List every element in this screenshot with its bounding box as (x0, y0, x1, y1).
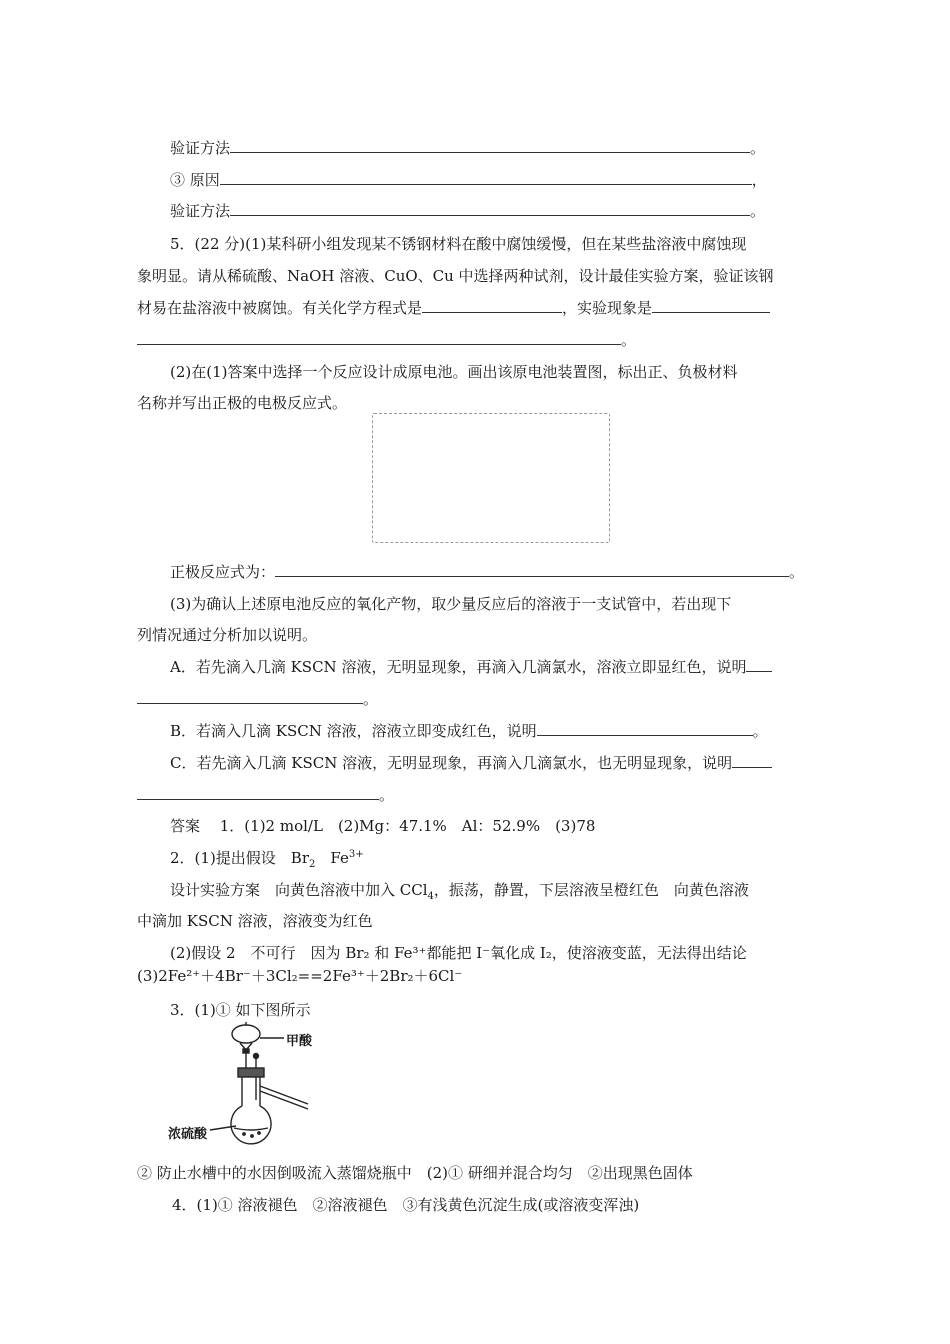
q5-line-4: 。 (137, 330, 636, 350)
answer-blank[interactable] (220, 170, 752, 185)
q5-p3-line-2: 列情况通过分析加以说明。 (137, 626, 318, 644)
option-a-line-2: 。 (137, 689, 378, 709)
q5-p2-line-2: 名称并写出正极的电极反应式。 (137, 394, 348, 412)
option-c-line-2: 。 (137, 785, 394, 805)
q5-p2-line-1: (2)在(1)答案中选择一个反应设计成原电池。画出该原电池装置图，标出正、负极材料 (170, 363, 738, 381)
answer-blank[interactable] (230, 201, 750, 216)
equation-blank[interactable] (422, 298, 562, 313)
verify-method-line-1: 验证方法 。 (170, 139, 766, 157)
q5-line-1: 5．(22 分)(1)某科研小组发现某不锈钢材料在酸中腐蚀缓慢，但在某些盐溶液中腐蚀现 (170, 235, 747, 253)
drawing-box[interactable] (372, 413, 610, 543)
verify-method-line-3: 验证方法 。 (170, 202, 766, 220)
answer-2-part-2: (2)假设 2 不可行 因为 Br₂ 和 Fe³⁺都能把 I⁻氧化成 I₂，使溶液变蓝，无法得出结论 (170, 944, 747, 962)
electrode-reaction-blank[interactable] (275, 562, 789, 577)
answer-1: 答案 1．(1)2 mol/L (2)Mg：47.1% Al：52.9% (3)78 (170, 817, 596, 835)
option-a-blank[interactable] (746, 657, 772, 672)
option-c-line-1: C．若先滴入几滴 KSCN 溶液，无明显现象，再滴入几滴氯水，也无明显现象，说明 (170, 753, 772, 773)
answer-blank[interactable] (230, 138, 750, 153)
positive-electrode-line: 正极反应式为： 。 (170, 563, 805, 581)
reason-3-line: ③ 原因 ， (170, 171, 767, 189)
answer-2-head: 2．(1)提出假设 $Br_2$ $Fe^{3+}$ (170, 849, 364, 870)
answer-3-line-2: ② 防止水槽中的水因倒吸流入蒸馏烧瓶中 (2)① 研细并混合均匀 ②出现黑色固体 (137, 1164, 693, 1182)
figure-label-formic-acid: 甲酸 (286, 1034, 313, 1049)
q5-p3-line-1: (3)为确认上述原电池反应的氧化产物，取少量反应后的溶液于一支试管中，若出现下 (170, 595, 732, 613)
figure-label-sulfuric-acid: 浓硫酸 (168, 1127, 208, 1142)
answer-2-design-2: 中滴加 KSCN 溶液，溶液变为红色 (137, 912, 373, 930)
option-a-line-1: A．若先滴入几滴 KSCN 溶液，无明显现象，再滴入几滴氯水，溶液立即显红色，说明 (170, 657, 772, 677)
option-c-blank-cont[interactable] (137, 785, 379, 800)
q5-line-2: 象明显。请从稀硫酸、NaOH 溶液、CuO、Cu 中选择两种试剂，设计最佳实验方案，验证该钢 (137, 267, 774, 285)
answer-2-design-1: 设计实验方案 向黄色溶液中加入 CCl$_4$，振荡，静置，下层溶液呈橙红色 向黄色溶液 (170, 881, 749, 902)
option-c-blank[interactable] (732, 753, 772, 768)
option-b-line: B．若滴入几滴 KSCN 溶液，溶液立即变成红色，说明 。 (170, 722, 768, 740)
answer-3-head: 3．(1)① 如下图所示 (170, 1001, 311, 1019)
q5-line-3: 材易在盐溶液中被腐蚀。有关化学方程式是 ，实验现象是 (137, 298, 770, 318)
option-b-blank[interactable] (537, 721, 753, 736)
distillation-apparatus-figure (168, 1020, 318, 1150)
answer-4: 4．(1)① 溶液褪色 ②溶液褪色 ③有浅黄色沉淀生成(或溶液变浑浊) (172, 1196, 640, 1214)
phenomenon-blank-cont[interactable] (137, 330, 621, 345)
phenomenon-blank[interactable] (652, 298, 770, 313)
answer-2-part-3: (3)2Fe²⁺＋4Br⁻＋3Cl₂==2Fe³⁺＋2Br₂＋6Cl⁻ (137, 967, 463, 985)
option-a-blank-cont[interactable] (137, 689, 363, 704)
